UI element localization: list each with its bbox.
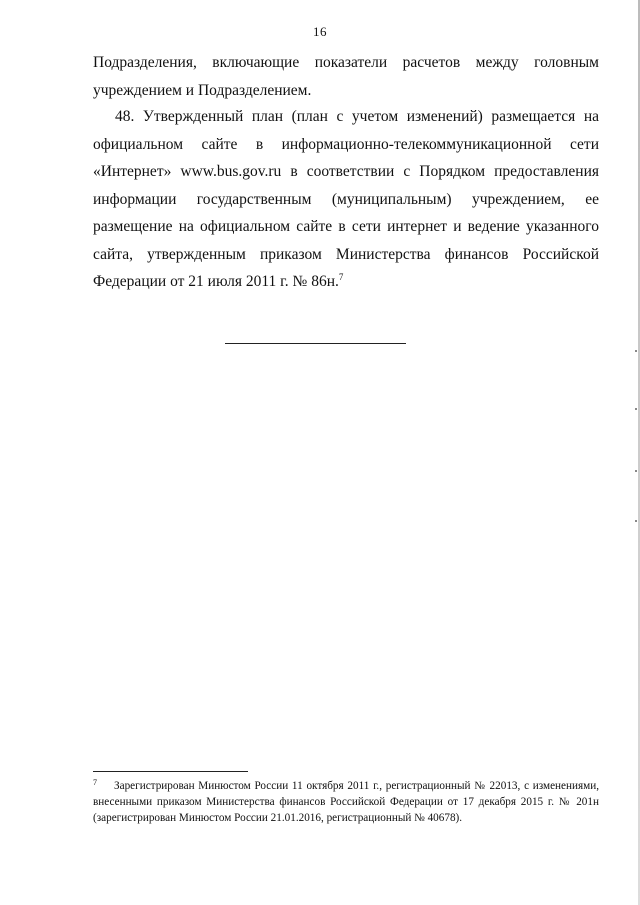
scan-mark bbox=[635, 520, 637, 522]
section-separator-line bbox=[225, 343, 406, 344]
footnote-separator-line bbox=[93, 771, 248, 772]
footnote: 7 Зарегистрирован Минюстом России 11 октября 2011 г., регистрационный № 22013, с изменениями, внесенными приказом Министерства финансов Российской Федерации от 17 декабря 2015 г. № 201н (зарегистрирован Минюстом России 21.01.2016, регистрационный № 40678). bbox=[93, 778, 599, 824]
paragraph-48-text: 48. Утвержденный план (план с учетом изменений) размещается на официальном сайте в информационно-телекоммуникационной сети «Интернет» www.bus.gov.ru в соответствии с Порядком предоставления информации государственным (муниципальным) учреждением, ее размещение на официальном сайте в сети интернет и ведение указанного сайта, утвержденным приказом Министерства финансов Российской Федерации от 21 июля 2011 г. № 86н. bbox=[93, 108, 599, 290]
paragraph-continuation: Подразделения, включающие показатели расчетов между головным учреждением и Подразделением. bbox=[93, 54, 599, 99]
page-number: 16 bbox=[313, 24, 327, 39]
footnote-text: Зарегистрирован Минюстом России 11 октября 2011 г., регистрационный № 22013, с изменениями, внесенными приказом Министерства финансов Российской Федерации от 17 декабря 2015 г. № 201н (зарегистрирован Минюстом России 21.01.2016, регистрационный № 40678). bbox=[93, 780, 599, 824]
scan-mark bbox=[635, 470, 637, 472]
scan-mark bbox=[635, 350, 637, 352]
paragraph-48 bbox=[93, 103, 599, 296]
footnote-reference: 7 bbox=[338, 272, 344, 282]
scan-mark bbox=[635, 408, 637, 410]
